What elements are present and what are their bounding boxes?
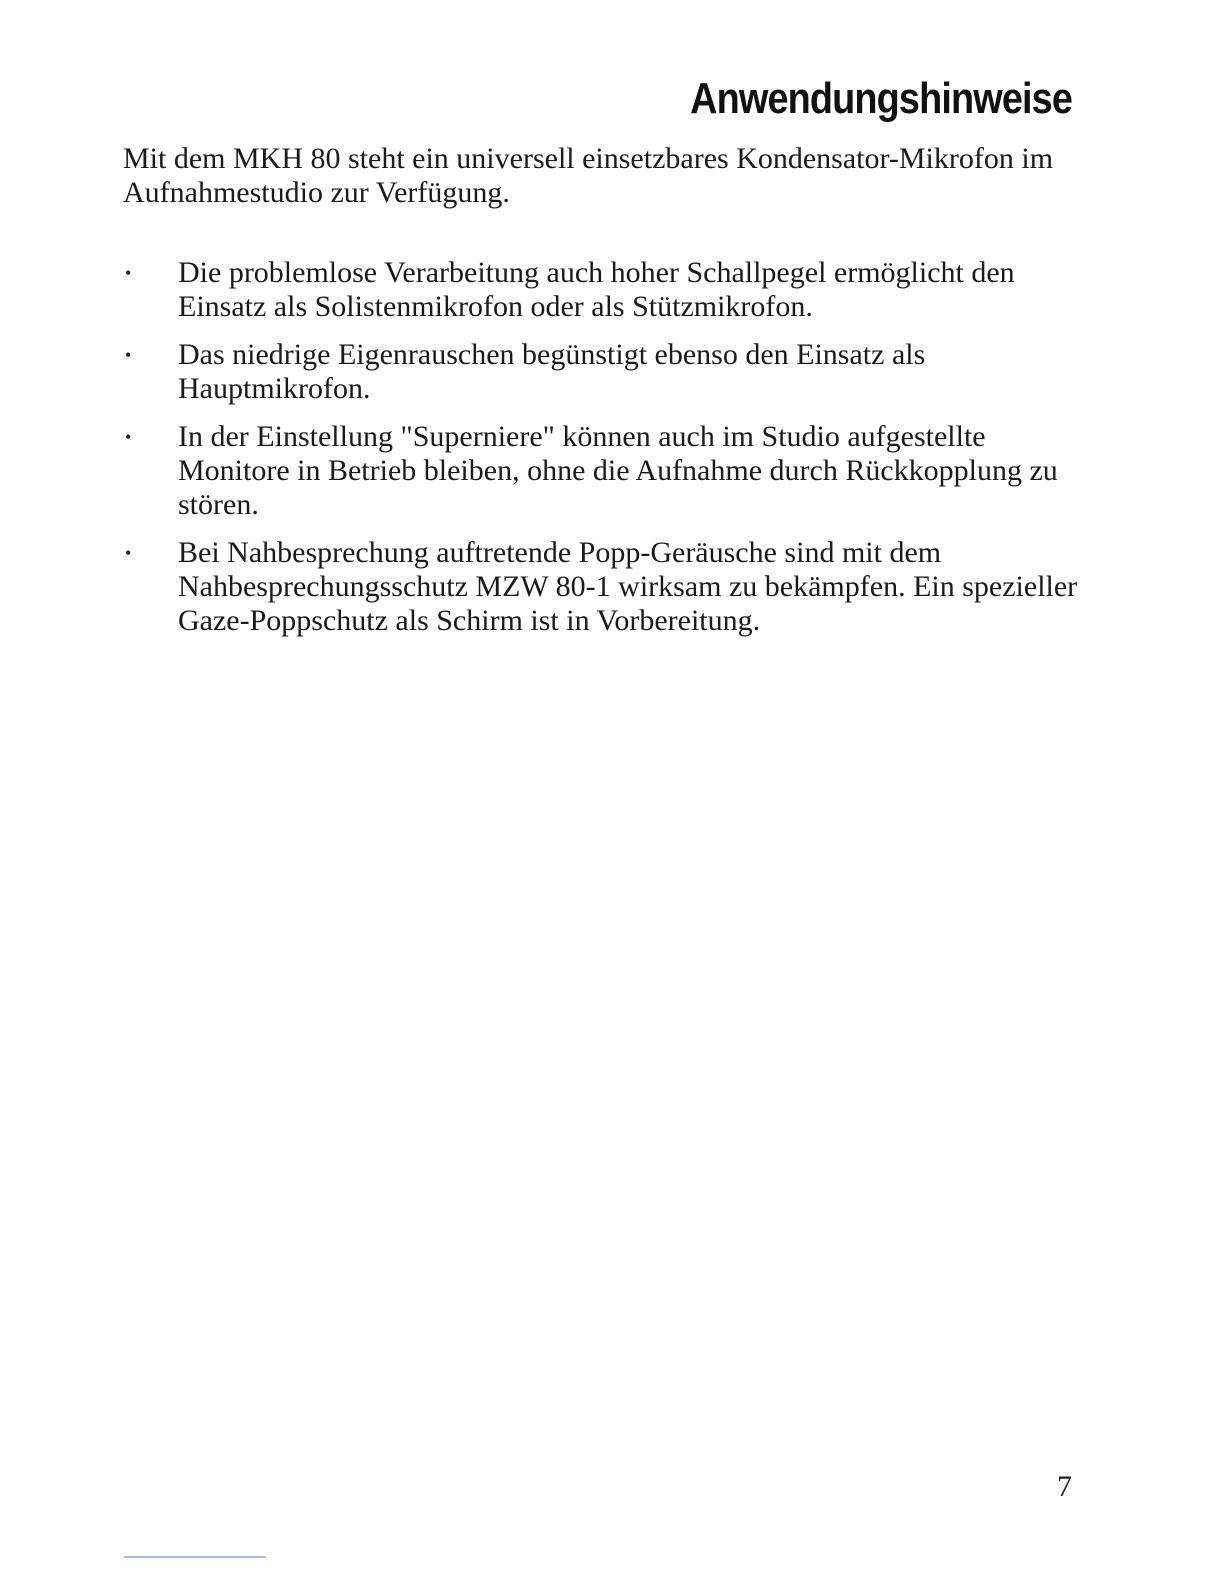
- list-item-text: Die problemlose Verarbeitung auch hoher Schallpegel ermöglicht den Einsatz als Solistenmikrofon oder als Stützmikrofon.: [178, 256, 1015, 323]
- list-item-text: Bei Nahbesprechung auftretende Popp-Geräusche sind mit dem Nahbesprechungsschutz MZW 80-1 wirksam zu bekämpfen. Ein spezieller Gaze-Poppschutz als Schirm ist in Vorbereitung.: [178, 536, 1078, 637]
- list-item-text: Das niedrige Eigenrauschen begünstigt ebenso den Einsatz als Hauptmikrofon.: [178, 338, 926, 405]
- bullet-icon: •: [125, 543, 132, 563]
- bullet-icon: •: [125, 263, 132, 283]
- footer-rule: [124, 1556, 266, 1558]
- bullet-icon: •: [125, 345, 132, 365]
- list-item: [123, 338, 1083, 406]
- page-title: Anwendungshinweise: [690, 74, 1072, 123]
- bullet-icon: •: [125, 427, 132, 447]
- intro-paragraph: Mit dem MKH 80 steht ein universell einsetzbares Kondensator-Mikrofon im Aufnahmestudio zur Verfügung.: [123, 142, 1054, 209]
- list-item: [123, 420, 1083, 522]
- list-item: [123, 536, 1083, 638]
- bullet-list: [123, 256, 1083, 652]
- list-item-text: In der Einstellung "Superniere" können auch im Studio aufgestellte Monitore in Betrieb bleiben, ohne die Aufnahme durch Rückkopplung zu stören.: [178, 420, 1058, 521]
- page-number: 7: [1057, 1470, 1072, 1503]
- list-item: [123, 256, 1083, 324]
